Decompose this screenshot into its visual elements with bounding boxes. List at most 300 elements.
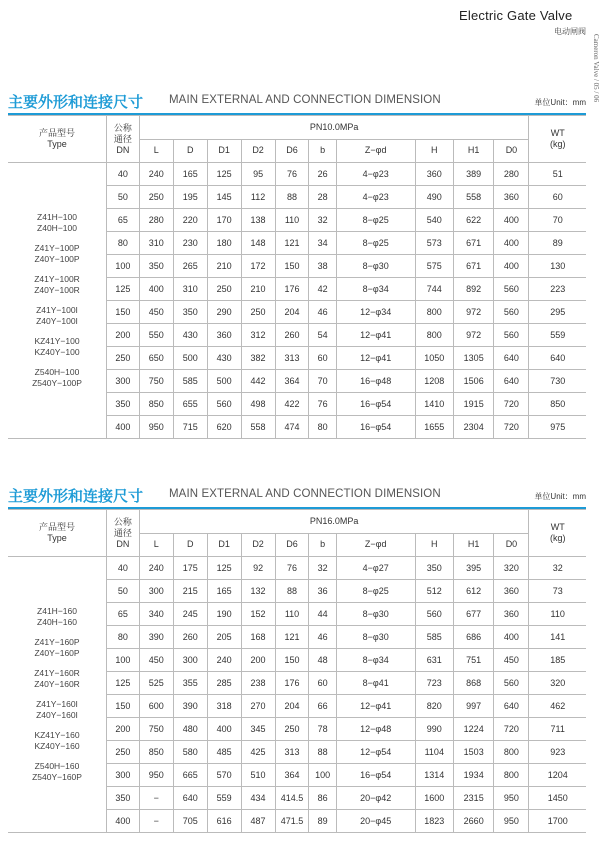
table-cell: 585: [173, 370, 207, 393]
table-cell: 2304: [453, 416, 494, 439]
table-cell: 972: [453, 324, 494, 347]
table-cell: 723: [415, 672, 453, 695]
table-cell: 300: [107, 764, 140, 787]
table-cell: 195: [173, 186, 207, 209]
table-cell: 150: [107, 695, 140, 718]
table-cell: 1600: [415, 787, 453, 810]
table-cell: 240: [139, 557, 173, 580]
table-cell: 260: [275, 324, 309, 347]
table-cell: 204: [275, 695, 309, 718]
header-col-l: L: [139, 139, 173, 163]
table-cell: 125: [107, 278, 140, 301]
header-col-l: L: [139, 533, 173, 557]
table-cell: 360: [494, 186, 529, 209]
table-cell: 8−φ41: [336, 672, 415, 695]
model-group: [8, 305, 106, 327]
table-cell: 640: [494, 347, 529, 370]
section-title-cn: 主要外形和连接尺寸: [8, 94, 144, 111]
table-cell: 240: [139, 163, 173, 186]
table-cell: 141: [529, 626, 586, 649]
header-col-zd: Z−φd: [336, 139, 415, 163]
table-cell: 4−φ27: [336, 557, 415, 580]
model-group: [8, 699, 106, 721]
table-cell: 350: [415, 557, 453, 580]
table-cell: 8−φ30: [336, 603, 415, 626]
table-cell: 8−φ25: [336, 232, 415, 255]
table-cell: 12−φ41: [336, 347, 415, 370]
table-cell: 250: [107, 741, 140, 764]
table-cell: 66: [309, 695, 336, 718]
table-cell: 250: [139, 186, 173, 209]
table-cell: 345: [241, 718, 275, 741]
table-cell: 430: [173, 324, 207, 347]
table-cell: 500: [207, 370, 241, 393]
table-cell: 850: [139, 393, 173, 416]
table-cell: 360: [207, 324, 241, 347]
model-code: Z41H−100: [37, 212, 77, 222]
table-cell: 580: [173, 741, 207, 764]
table-cell: 1224: [453, 718, 494, 741]
table-cell: 60: [529, 186, 586, 209]
table-cell: 313: [275, 347, 309, 370]
table-cell: 121: [275, 626, 309, 649]
model-code: Z41Y−160R: [34, 668, 80, 678]
table-cell: 390: [139, 626, 173, 649]
table-cell: 210: [241, 278, 275, 301]
table-cell: 1700: [529, 810, 586, 833]
table-cell: 40: [107, 163, 140, 186]
table-cell: 600: [139, 695, 173, 718]
table-cell: 8−φ25: [336, 580, 415, 603]
table-cell: 310: [173, 278, 207, 301]
table-cell: 290: [207, 301, 241, 324]
table-cell: 65: [107, 603, 140, 626]
table-cell: 950: [139, 764, 173, 787]
header-col-d: D: [173, 139, 207, 163]
model-group: [8, 212, 106, 234]
table-cell: 54: [309, 324, 336, 347]
table-cell: 78: [309, 718, 336, 741]
table-cell: 640: [529, 347, 586, 370]
table-cell: 125: [207, 163, 241, 186]
table-cell: 450: [494, 649, 529, 672]
table-cell: 170: [207, 209, 241, 232]
table-cell: 360: [415, 163, 453, 186]
section-title-en: MAIN EXTERNAL AND CONNECTION DIMENSION: [169, 488, 441, 500]
model-code: Z41Y−160I: [36, 699, 78, 709]
table-cell: 265: [173, 255, 207, 278]
table-cell: 40: [107, 557, 140, 580]
table-cell: 230: [173, 232, 207, 255]
table-cell: 430: [207, 347, 241, 370]
table-cell: 720: [494, 393, 529, 416]
table-cell: 450: [139, 649, 173, 672]
table-cell: 46: [309, 301, 336, 324]
table-cell: 200: [107, 718, 140, 741]
table-cell: 400: [494, 232, 529, 255]
table-cell: 318: [207, 695, 241, 718]
table-cell: 800: [494, 741, 529, 764]
header-col-d0: D0: [494, 139, 529, 163]
table-cell: 360: [494, 603, 529, 626]
table-cell: 414.5: [275, 787, 309, 810]
model-code: KZ40Y−160: [34, 741, 80, 751]
table-cell: 176: [275, 672, 309, 695]
table-cell: 165: [207, 580, 241, 603]
table-cell: 442: [241, 370, 275, 393]
header-col-d1: D1: [207, 533, 241, 557]
section-header: [8, 485, 586, 507]
table-cell: 185: [529, 649, 586, 672]
table-cell: 560: [494, 278, 529, 301]
table-cell: 92: [241, 557, 275, 580]
table-cell: 70: [529, 209, 586, 232]
header-pressure: PN16.0MPa: [139, 510, 529, 534]
side-page-note: Cameron Valve / 05 / 06: [592, 34, 600, 103]
model-code: Z40Y−100R: [34, 285, 80, 295]
model-code: Z40H−160: [37, 617, 77, 627]
table-cell: 1208: [415, 370, 453, 393]
table-cell: 340: [139, 603, 173, 626]
model-code: Z540Y−100P: [32, 378, 82, 388]
table-cell: 1655: [415, 416, 453, 439]
model-code: Z40Y−100P: [34, 254, 80, 264]
table-cell: 312: [241, 324, 275, 347]
table-cell: 350: [139, 255, 173, 278]
table-cell: 12−φ34: [336, 301, 415, 324]
table-cell: 76: [275, 163, 309, 186]
section-header: [8, 91, 586, 113]
table-cell: 145: [207, 186, 241, 209]
model-code: KZ41Y−100: [34, 336, 80, 346]
table-cell: 1915: [453, 393, 494, 416]
table-cell: 130: [529, 255, 586, 278]
table-cell: 560: [494, 324, 529, 347]
table-cell: 868: [453, 672, 494, 695]
unit-label: 单位Unit：mm: [534, 98, 586, 107]
dimension-table: [8, 509, 586, 833]
table-cell: 512: [415, 580, 453, 603]
table-cell: 686: [453, 626, 494, 649]
table-cell: 550: [139, 324, 173, 347]
table-cell: 20−φ42: [336, 787, 415, 810]
table-cell: 612: [453, 580, 494, 603]
header-subtitle: 电动闸阀: [554, 27, 586, 36]
table-cell: 150: [107, 301, 140, 324]
table-cell: 711: [529, 718, 586, 741]
header-col-d2: D2: [241, 139, 275, 163]
model-code: Z41Y−100P: [34, 243, 80, 253]
table-cell: −: [139, 787, 173, 810]
table-cell: 176: [275, 278, 309, 301]
table-cell: 350: [107, 787, 140, 810]
table-cell: 350: [107, 393, 140, 416]
table-cell: 168: [241, 626, 275, 649]
table-cell: 750: [139, 718, 173, 741]
table-cell: 560: [494, 301, 529, 324]
table-cell: 204: [275, 301, 309, 324]
table-cell: 500: [173, 347, 207, 370]
table-cell: 172: [241, 255, 275, 278]
table-cell: 89: [309, 810, 336, 833]
table-cell: 51: [529, 163, 586, 186]
table-cell: 205: [207, 626, 241, 649]
table-cell: 110: [529, 603, 586, 626]
table-cell: 616: [207, 810, 241, 833]
table-cell: 150: [275, 255, 309, 278]
table-cell: 125: [107, 672, 140, 695]
model-code: Z41H−160: [37, 606, 77, 616]
table-cell: 86: [309, 787, 336, 810]
table-cell: 320: [494, 557, 529, 580]
table-cell: 310: [139, 232, 173, 255]
table-cell: 1305: [453, 347, 494, 370]
table-cell: −: [139, 810, 173, 833]
table-cell: 152: [241, 603, 275, 626]
header-model: 产品型号 Type: [8, 510, 107, 557]
table-cell: 100: [309, 764, 336, 787]
header-col-d1: D1: [207, 139, 241, 163]
model-code: Z40Y−100I: [36, 316, 78, 326]
header-wt: WT (kg): [529, 510, 586, 557]
model-code: Z40Y−160R: [34, 679, 80, 689]
dimension-section-pn10: [8, 91, 586, 439]
table-cell: 400: [494, 209, 529, 232]
table-cell: 313: [275, 741, 309, 764]
table-cell: 250: [107, 347, 140, 370]
header-col-zd: Z−φd: [336, 533, 415, 557]
table-cell: 260: [173, 626, 207, 649]
table-cell: 575: [415, 255, 453, 278]
table-cell: 110: [275, 603, 309, 626]
model-code: Z40Y−160I: [36, 710, 78, 720]
model-code: Z540H−160: [34, 761, 80, 771]
table-cell: 60: [309, 347, 336, 370]
table-cell: 20−φ45: [336, 810, 415, 833]
table-cell: 400: [107, 416, 140, 439]
header-title: Electric Gate Valve: [459, 8, 573, 23]
table-cell: 26: [309, 163, 336, 186]
header-col-d6: D6: [275, 533, 309, 557]
table-cell: 32: [309, 209, 336, 232]
table-cell: 800: [494, 764, 529, 787]
table-cell: 16−φ54: [336, 393, 415, 416]
table-cell: 36: [309, 580, 336, 603]
table-cell: 570: [207, 764, 241, 787]
table-cell: 32: [309, 557, 336, 580]
table-cell: 16−φ48: [336, 370, 415, 393]
table-cell: 285: [207, 672, 241, 695]
table-cell: 8−φ34: [336, 278, 415, 301]
table-cell: 12−φ48: [336, 718, 415, 741]
model-group: [8, 367, 106, 389]
unit-label: 单位Unit：mm: [534, 492, 586, 501]
table-cell: 364: [275, 764, 309, 787]
table-cell: 620: [207, 416, 241, 439]
table-cell: 34: [309, 232, 336, 255]
table-cell: 990: [415, 718, 453, 741]
table-cell: 559: [529, 324, 586, 347]
model-code: Z41Y−160P: [34, 637, 80, 647]
table-cell: 60: [309, 672, 336, 695]
model-group: [8, 336, 106, 358]
table-cell: 200: [241, 649, 275, 672]
table-cell: 238: [241, 672, 275, 695]
table-cell: 622: [453, 209, 494, 232]
table-cell: 165: [173, 163, 207, 186]
model-list: [8, 163, 107, 439]
table-cell: 720: [494, 416, 529, 439]
table-cell: 382: [241, 347, 275, 370]
table-cell: 8−φ30: [336, 626, 415, 649]
table-cell: 245: [173, 603, 207, 626]
dimension-table: [8, 115, 586, 439]
table-cell: 1204: [529, 764, 586, 787]
table-cell: 487: [241, 810, 275, 833]
table-cell: 4−φ23: [336, 163, 415, 186]
table-cell: 558: [453, 186, 494, 209]
table-cell: 300: [107, 370, 140, 393]
table-cell: 950: [494, 787, 529, 810]
table-cell: 751: [453, 649, 494, 672]
table-cell: 389: [453, 163, 494, 186]
table-cell: 70: [309, 370, 336, 393]
table-cell: 1503: [453, 741, 494, 764]
table-cell: 280: [139, 209, 173, 232]
table-cell: 395: [453, 557, 494, 580]
table-cell: 73: [529, 580, 586, 603]
header-col-d0: D0: [494, 533, 529, 557]
table-row: [8, 163, 586, 186]
header-dn: 公称 通径 DN: [107, 510, 140, 557]
table-cell: 121: [275, 232, 309, 255]
table-cell: 972: [453, 301, 494, 324]
table-cell: 997: [453, 695, 494, 718]
table-cell: 8−φ25: [336, 209, 415, 232]
model-group: [8, 606, 106, 628]
table-cell: 2315: [453, 787, 494, 810]
table-cell: 210: [207, 255, 241, 278]
table-cell: 400: [207, 718, 241, 741]
table-cell: 50: [107, 186, 140, 209]
table-cell: 1104: [415, 741, 453, 764]
table-cell: 640: [173, 787, 207, 810]
table-cell: 355: [173, 672, 207, 695]
table-cell: 390: [173, 695, 207, 718]
table-cell: 631: [415, 649, 453, 672]
table-cell: 88: [275, 580, 309, 603]
model-group: [8, 668, 106, 690]
table-cell: 400: [139, 278, 173, 301]
table-cell: 540: [415, 209, 453, 232]
model-code: Z40H−100: [37, 223, 77, 233]
table-cell: 705: [173, 810, 207, 833]
table-cell: 12−φ41: [336, 695, 415, 718]
table-cell: 1410: [415, 393, 453, 416]
table-cell: 573: [415, 232, 453, 255]
table-cell: 498: [241, 393, 275, 416]
table-cell: 138: [241, 209, 275, 232]
table-cell: 744: [415, 278, 453, 301]
table-cell: 671: [453, 255, 494, 278]
section-title-cn: 主要外形和连接尺寸: [8, 488, 144, 505]
table-cell: 559: [207, 787, 241, 810]
table-cell: 38: [309, 255, 336, 278]
model-group: [8, 243, 106, 265]
table-cell: 560: [207, 393, 241, 416]
table-cell: 95: [241, 163, 275, 186]
table-cell: 1314: [415, 764, 453, 787]
table-cell: 720: [494, 718, 529, 741]
header-col-h1: H1: [453, 139, 494, 163]
table-cell: 474: [275, 416, 309, 439]
table-cell: 300: [173, 649, 207, 672]
table-cell: 300: [139, 580, 173, 603]
dimension-section-pn16: [8, 485, 586, 833]
table-cell: 42: [309, 278, 336, 301]
table-cell: 923: [529, 741, 586, 764]
model-code: Z540H−100: [34, 367, 80, 377]
model-group: [8, 274, 106, 296]
table-cell: 560: [415, 603, 453, 626]
table-cell: 585: [415, 626, 453, 649]
header-col-b: b: [309, 533, 336, 557]
table-cell: 215: [173, 580, 207, 603]
table-cell: 950: [494, 810, 529, 833]
table-cell: 88: [309, 741, 336, 764]
table-cell: 950: [139, 416, 173, 439]
header-model: 产品型号 Type: [8, 116, 107, 163]
table-cell: 975: [529, 416, 586, 439]
table-cell: 850: [139, 741, 173, 764]
table-cell: 1506: [453, 370, 494, 393]
table-cell: 560: [494, 672, 529, 695]
model-group: [8, 761, 106, 783]
table-cell: 250: [241, 301, 275, 324]
model-code: Z41Y−100R: [34, 274, 80, 284]
table-cell: 200: [107, 324, 140, 347]
header-pressure: PN10.0MPa: [139, 116, 529, 140]
header-col-d6: D6: [275, 139, 309, 163]
table-cell: 12−φ41: [336, 324, 415, 347]
table-cell: 280: [494, 163, 529, 186]
table-cell: 800: [415, 301, 453, 324]
table-cell: 462: [529, 695, 586, 718]
table-cell: 320: [529, 672, 586, 695]
table-cell: 250: [275, 718, 309, 741]
table-cell: 400: [494, 255, 529, 278]
table-cell: 48: [309, 649, 336, 672]
table-cell: 510: [241, 764, 275, 787]
table-cell: 800: [415, 324, 453, 347]
table-cell: 65: [107, 209, 140, 232]
header-dn: 公称 通径 DN: [107, 116, 140, 163]
table-cell: 350: [173, 301, 207, 324]
table-cell: 434: [241, 787, 275, 810]
table-cell: 1934: [453, 764, 494, 787]
model-group: [8, 730, 106, 752]
table-cell: 640: [494, 370, 529, 393]
table-cell: 480: [173, 718, 207, 741]
table-cell: 400: [494, 626, 529, 649]
table-cell: 46: [309, 626, 336, 649]
table-cell: 425: [241, 741, 275, 764]
table-cell: 32: [529, 557, 586, 580]
table-cell: 471.5: [275, 810, 309, 833]
table-cell: 220: [173, 209, 207, 232]
table-cell: 150: [275, 649, 309, 672]
table-cell: 485: [207, 741, 241, 764]
